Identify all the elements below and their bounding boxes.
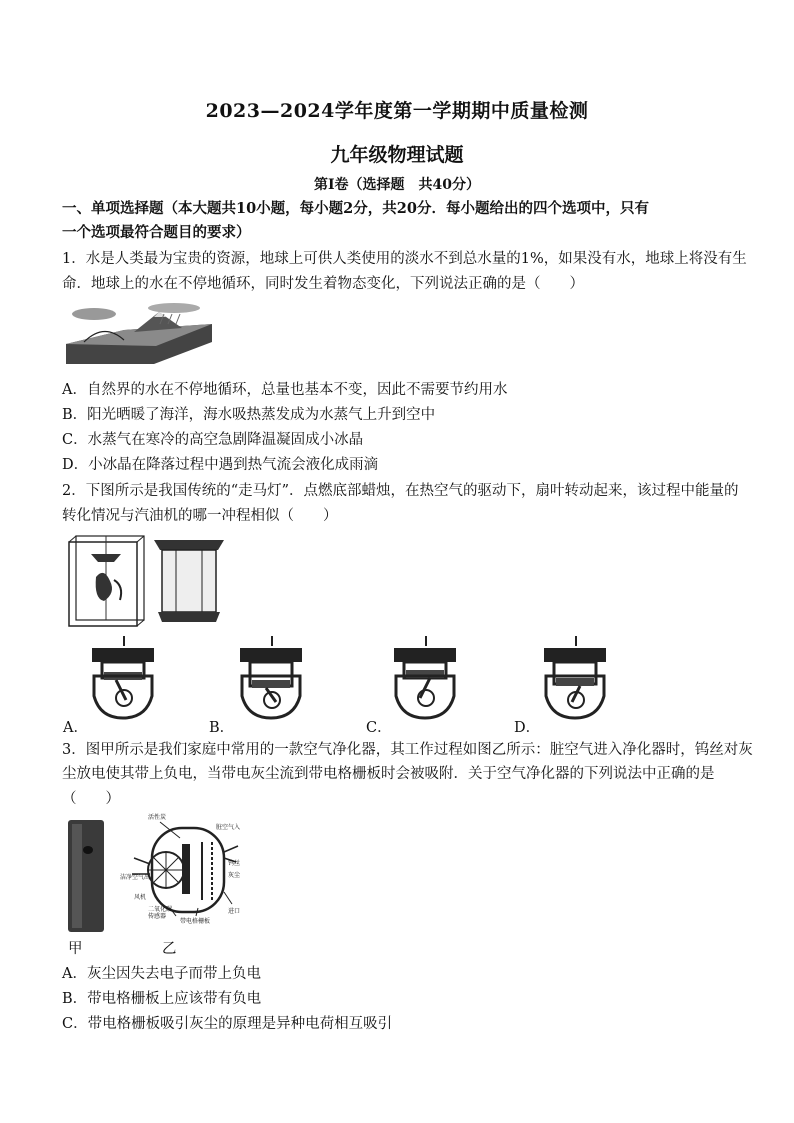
- label-co2-sensor: 二氧化碳 传感器: [148, 906, 173, 920]
- q2-stem-line2: 转化情况与汽油机的哪一冲程相似（ ）: [62, 508, 338, 524]
- q2-option-d-label: D．: [514, 720, 541, 736]
- q3-option-c: C．带电格栅板吸引灰尘的原理是异种电荷相互吸引: [62, 1016, 393, 1032]
- engine-stroke-a-figure: [88, 636, 158, 720]
- label-dirty-air-in: 脏空气入: [216, 824, 241, 831]
- air-purifier-photo: [66, 818, 106, 934]
- q2-option-c-label: C．: [366, 720, 392, 736]
- exam-title: 2023—2024学年度第一学期期中质量检测: [205, 100, 589, 122]
- q2-option-a-label: A．: [63, 720, 88, 736]
- q3-stem-line3: （ ）: [62, 791, 120, 807]
- label-dust: 灰尘: [228, 872, 241, 879]
- section-heading-line1: 一、单项选择题（本大题共10小题，每小题2分，共20分．每小题给出的四个选项中，只有: [62, 200, 649, 217]
- label-tungsten-wire: 钨丝: [228, 860, 241, 867]
- label-inlet: 进口: [228, 908, 241, 915]
- part-heading: 第Ⅰ卷（选择题 共40分）: [313, 177, 481, 193]
- engine-stroke-b-figure: [236, 636, 306, 720]
- q2-stem-line1: 2．下图所示是我国传统的“走马灯”．点燃底部蜡烛，在热空气的驱动下，扇叶转动起来，该过程中能量的: [62, 483, 739, 499]
- label-charged-grid: 带电格栅板: [180, 918, 211, 925]
- exam-subtitle: 九年级物理试题: [330, 144, 464, 166]
- label-activated-carbon: 活性炭: [148, 814, 167, 821]
- label-clean-air-out: 洁净空气出: [120, 874, 151, 881]
- q1-stem-line2: 命．地球上的水在不停地循环，同时发生着物态变化，下列说法正确的是（ ）: [62, 276, 584, 292]
- q3-option-a: A．灰尘因失去电子而带上负电: [62, 966, 261, 982]
- water-cycle-figure: [64, 302, 214, 368]
- fig-label-jia: 甲: [68, 941, 83, 957]
- label-fan: 风机: [134, 894, 147, 901]
- trotting-horse-lamp-figure: [66, 532, 232, 630]
- q3-option-b: B．带电格栅板上应该带有负电: [62, 991, 262, 1007]
- section-heading-line2: 一个选项最符合题目的要求）: [62, 224, 251, 241]
- q3-stem-line2: 尘放电使其带上负电，当带电灰尘流到带电格栅板时会被吸附．关于空气净化器的下列说法中正确的是: [62, 766, 715, 782]
- engine-stroke-d-figure: [540, 636, 610, 720]
- q2-option-b-label: B．: [209, 720, 235, 736]
- purifier-diagram: [120, 812, 260, 927]
- q3-stem-line1: 3．图甲所示是我们家庭中常用的一款空气净化器，其工作过程如图乙所示：脏空气进入净化器时，钨丝对灰: [62, 742, 753, 758]
- q1-stem-line1: 1．水是人类最为宝贵的资源，地球上可供人类使用的淡水不到总水量的1%，如果没有水，地球上将没有生: [62, 251, 747, 267]
- q1-option-a: A．自然界的水在不停地循环，总量也基本不变，因此不需要节约用水: [62, 382, 508, 398]
- fig-label-yi: 乙: [162, 941, 177, 957]
- q1-option-c: C．水蒸气在寒冷的高空急剧降温凝固成小冰晶: [62, 432, 364, 448]
- q1-option-b: B．阳光晒暖了海洋，海水吸热蒸发成为水蒸气上升到空中: [62, 407, 436, 423]
- engine-stroke-c-figure: [390, 636, 460, 720]
- q1-option-d: D．小冰晶在降落过程中遇到热气流会液化成雨滴: [62, 457, 379, 473]
